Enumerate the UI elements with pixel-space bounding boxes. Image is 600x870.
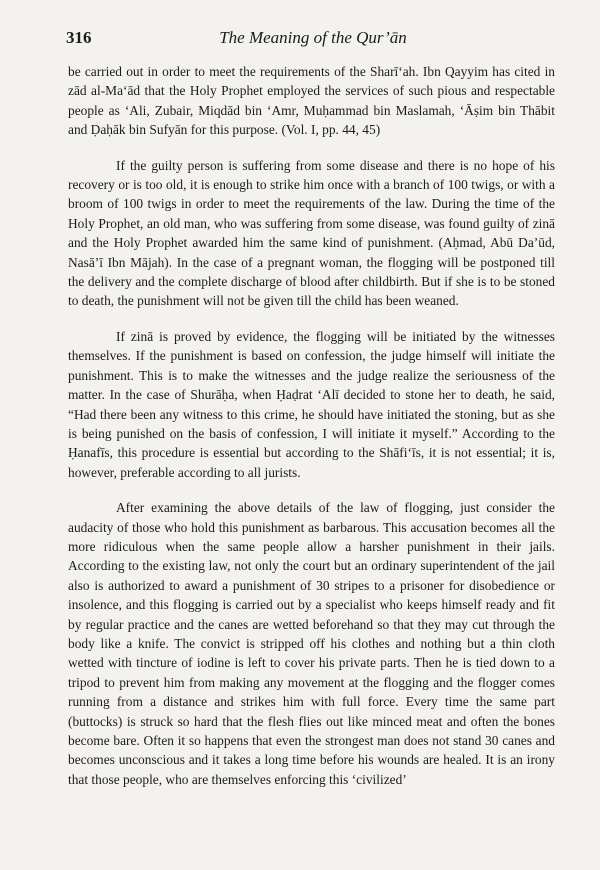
paragraph: After examining the above details of the law of flogging, just consider the audacity of those who hold this punishment as barbarous. This accusation becomes all the more ridiculous when the same people allow a harsher punishment in their jails. According to the existing law, not only the court but an ordinary superintendent of the jail also is authorized to award a punishment of 30 stripes to a prisoner for disobedience or insolence, and this flogging is carried out by a specialist who keeps himself ready and fit by regular practice and the canes are wetted beforehand so that they may cut through the body like a knife. The convict is stripped off his clothes and nothing but a thin cloth wetted with tincture of iodine is left to cover his private parts. Then he is tied down to a tripod to prevent him from making any movement at the flogging and the flogger comes running from a distance and strikes him with full force. Every time the same part (buttocks) is struck so hard that the flesh flies out like minced meat and often the bones become bare. Often it so happens that even the strongest man does not stand 30 canes and becomes unconscious and it takes a long time before his wounds are healed. It is an irony that those people, who are themselves enforcing this ‘civilized’: [68, 500, 555, 787]
paragraph: If the guilty person is suffering from some disease and there is no hope of his recovery or is too old, it is enough to strike him once with a branch of 100 twigs, or with a broom of 100 twigs in order to meet the requirements of the law. During the time of the Holy Prophet, an old man, who was suffering from some disease, was found guilty of zinā and the Holy Prophet awarded him the same kind of punishment. (Aḥmad, Abū Da’ūd, Nasā’ī Ibn Mājah). In the case of a pregnant woman, the flogging will be postponed till the delivery and the complete discharge of blood after childbirth. But if she is to be stoned to death, the punishment will not be given till the child has been weaned.: [68, 157, 555, 309]
paragraph-continued: be carried out in order to meet the requirements of the Sharī‘ah. Ibn Qayyim has cited in zād al-Ma‘ād that the Holy Prophet employed the services of such pious and respectable people as ‘Ali, Zubair, Miqdād bin ‘Amr, Muḥammad bin Maslamah, ‘Āṣim bin Thābit and Ḍaḥāk bin Sufyān for this purpose. (Vol. I, pp. 44, 45): [68, 64, 555, 138]
paragraph: If zinā is proved by evidence, the flogging will be initiated by the witnesses themselves. If the punishment is based on confession, the judge himself will initiate the punishment. This is to make the witnesses and the judge realize the seriousness of the matter. In the case of Shurāḥa, when Ḥaḍrat ‘Alī decided to stone her to death, he said, “Had there been any witness to this crime, he should have initiated the stoning, but as she is being punished on the basis of confession, I will initiate it myself.” According to the Ḥanafīs, this procedure is essential but according to the Shāfi‘īs, it is not essential; it is, however, preferable according to all jurists.: [68, 328, 555, 480]
running-title: The Meaning of the Qur’ān: [219, 28, 407, 47]
page-header: [66, 28, 560, 52]
page-number: 316: [66, 28, 92, 47]
page-body: [68, 62, 555, 789]
